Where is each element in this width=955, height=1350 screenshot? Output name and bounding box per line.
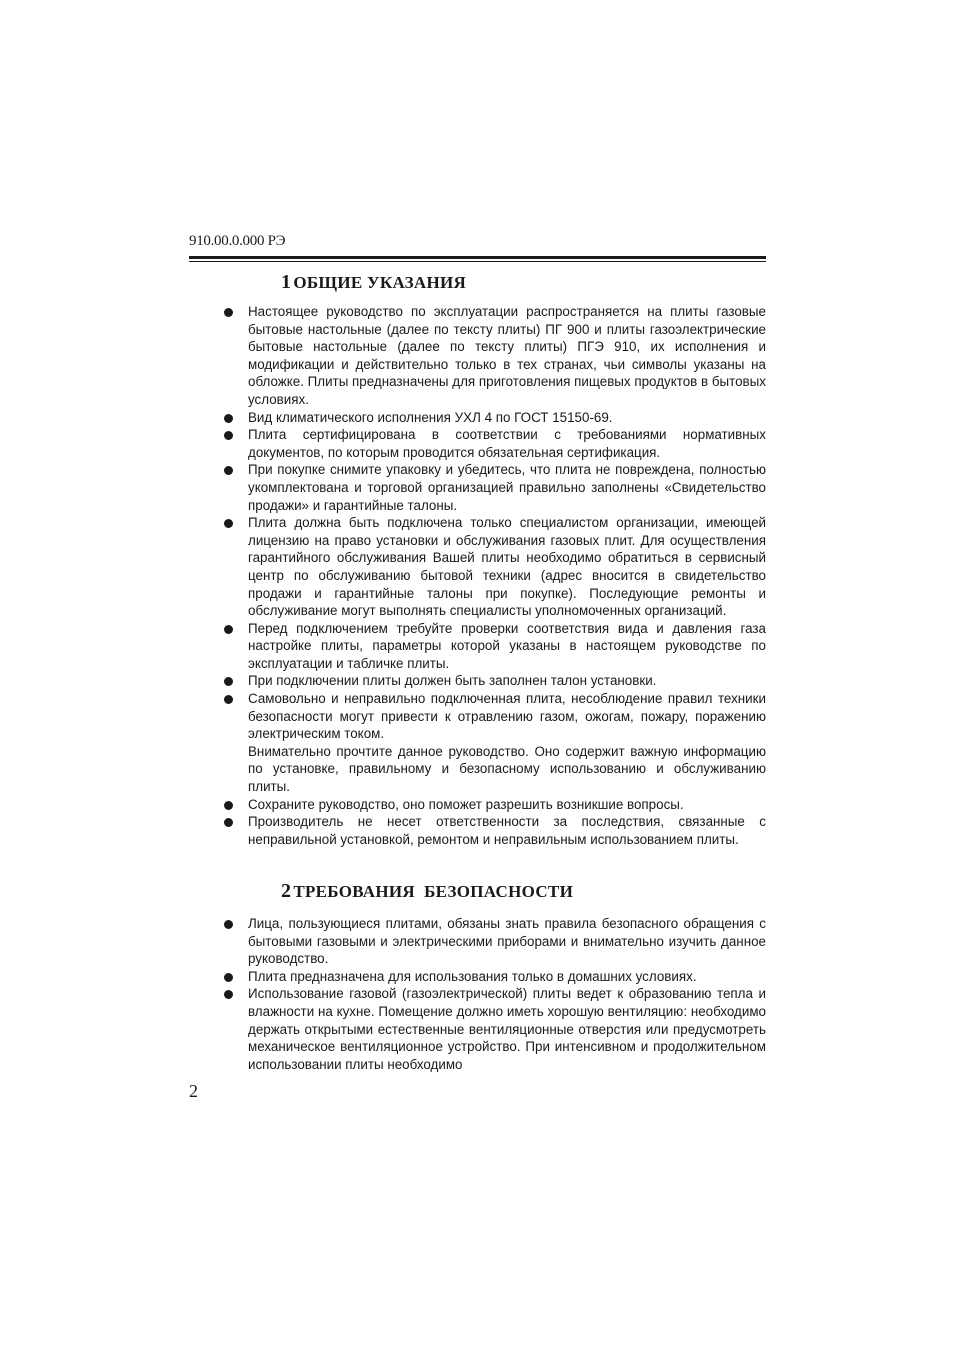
document-code: 910.00.0.000 РЭ: [189, 233, 286, 249]
bullet-icon: [224, 466, 233, 475]
list-item: [223, 426, 766, 461]
list-item: [223, 985, 766, 1073]
list-item-text: Производитель не несет ответственности за последствия, связанные с неправильной установкой, ремонтом и неправильным использованием плиты.: [248, 814, 766, 847]
list-item-text: При покупке снимите упаковку и убедитесь, что плита не повреждена, полностью укомплектована и торговой организацией правильно заполнены «Свидетельство продажи» и гарантийные талоны.: [248, 462, 766, 513]
bullet-icon: [224, 519, 233, 528]
list-item-text: Настоящее руководство по эксплуатации распространяется на плиты газовые бытовые настольные (далее по тексту плиты) ПГ 900 и плиты газоэлектрические бытовые настольные (далее по тексту плиты) ПГЭ 910, их исполнения и модификации и действительно только в тех странах, чьи символы указаны на обложке. Плиты предназначены для приготовления пищевых продуктов в бытовых условиях.: [248, 304, 766, 407]
bullet-icon: [224, 308, 233, 317]
bullet-icon: [224, 695, 233, 704]
bullet-icon: [224, 990, 233, 999]
list-item-text: Перед подключением требуйте проверки соответствия вида и давления газа настройке плиты, параметры которой указаны в настоящем руководстве по эксплуатации и табличке плиты.: [248, 620, 766, 671]
list-item: [223, 409, 766, 427]
section-2-number: 2: [281, 880, 292, 902]
list-item: [223, 620, 766, 673]
list-item-text: Самовольно и неправильно подключенная плита, несоблюдение правил техники безопасности могут привести к отравлению газом, ожогам, пожару, поражению электрическим током.: [248, 691, 766, 742]
section-2-list: [223, 915, 766, 1073]
header-rule-thin: [189, 261, 766, 262]
section-1-heading: [281, 271, 466, 294]
list-item: [223, 968, 766, 986]
list-item: [223, 672, 766, 690]
bullet-icon: [224, 431, 233, 440]
list-item-text: Вид климатического исполнения УХЛ 4 по ГОСТ 15150-69.: [248, 409, 613, 425]
list-item-text: Использование газовой (газоэлектрической) плиты ведет к образованию тепла и влажности на кухне. Помещение должно иметь хорошую вентиляцию: необходимо держать открытыми естественные вентиляционные отверстия или предусмотреть механическое вентиляционное устройство. При интенсивном и продолжительном использовании плиты необходимо: [248, 986, 766, 1072]
list-item: [223, 303, 766, 409]
bullet-icon: [224, 801, 233, 810]
list-item: [223, 813, 766, 848]
bullet-icon: [224, 818, 233, 827]
header-rule-thick: [189, 256, 766, 259]
list-item-text: Плита должна быть подключена только специалистом организации, имеющей лицензию на право установки и обслуживания газовых плит. Для осуществления гарантийного обслуживания Вашей плиты необходимо обратиться в сервисный центр по обслуживанию бытовой техники (адрес вносится в свидетельство продажи и гарантийные талоны при покупке). Последующие ремонты и обслуживание могут выполнять специалисты уполномоченных организаций.: [248, 515, 766, 619]
list-item-text: При подключении плиты должен быть заполнен талон установки.: [248, 673, 657, 689]
list-item: [223, 796, 766, 814]
list-item: [223, 514, 766, 620]
list-item-text: Плита сертифицирована в соответствии с требованиями нормативных документов, по которым проводится обязательная сертификация.: [248, 427, 766, 460]
list-item: [223, 915, 766, 968]
section-1-number: 1: [281, 271, 292, 293]
bullet-icon: [224, 414, 233, 423]
section-2-heading: [281, 880, 573, 903]
bullet-icon: [224, 625, 233, 634]
list-item-text: Лица, пользующиеся плитами, обязаны знать правила безопасного обращения с бытовыми газовыми и электрическими приборами и внимательно изучить данное руководство.: [248, 916, 766, 967]
page-number: 2: [189, 1081, 198, 1101]
section-2-title: ТРЕБОВАНИЯ БЕЗОПАСНОСТИ: [293, 882, 574, 901]
list-item: [223, 461, 766, 514]
bullet-icon: [224, 973, 233, 982]
section-1-title: ОБЩИЕ УКАЗАНИЯ: [293, 273, 467, 292]
list-item-text: Плита предназначена для использования только в домашних условиях.: [248, 968, 697, 984]
section-1-list: [223, 303, 766, 848]
list-item-text: Сохраните руководство, оно поможет разрешить возникшие вопросы.: [248, 796, 684, 812]
list-item: [223, 690, 766, 796]
bullet-icon: [224, 677, 233, 686]
warning-note: Внимательно прочтите данное руководство. Оно содержит важную информацию по установке, правильному и безопасному использованию и обслуживанию плиты.: [248, 743, 766, 795]
bullet-icon: [224, 920, 233, 929]
